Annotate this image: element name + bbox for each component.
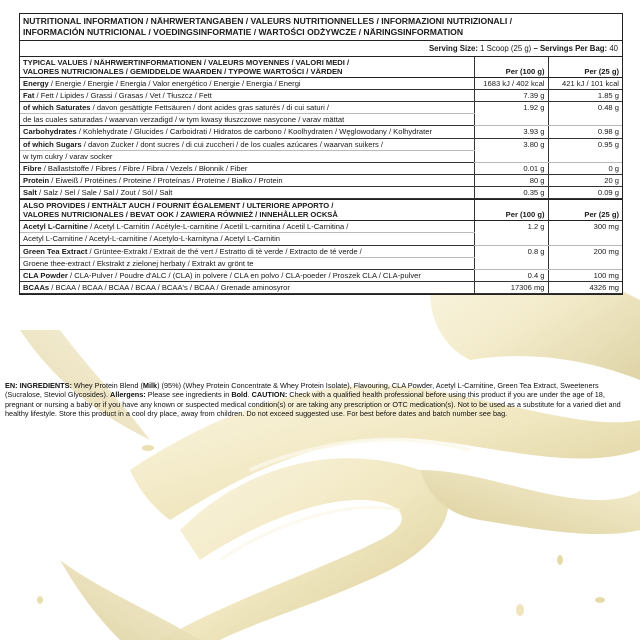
header-line-2: INFORMACIÓN NUTRICIONAL / VOEDINGSINFORMATIE / WARTOŚCI ODŻYWCZE / NÄRINGSINFORMATION bbox=[23, 26, 464, 37]
value-per-100g: 0.01 g bbox=[474, 162, 548, 174]
allergens-label: Allergens: bbox=[110, 390, 146, 400]
servings-per-bag-value: 40 bbox=[609, 44, 618, 54]
nutrient-row bbox=[20, 90, 622, 102]
nutrient-translations: / Energie / Energie / Energia / Valor energético / Energie / Energia / Energi bbox=[48, 79, 301, 89]
nutrient-translations: / Acetyl L-Carnitin / Acétyle-L-carnitine / Acetil L-carnitina / Acetil L-Carnitina / bbox=[87, 222, 349, 232]
nutrient-name: Carbohydrates bbox=[23, 127, 77, 137]
nutrient-row bbox=[20, 221, 622, 233]
nutrient-name: Salt bbox=[23, 188, 37, 198]
value-per-100g: 0.35 g bbox=[474, 187, 548, 199]
nutrient-name: CLA Powder bbox=[23, 270, 68, 280]
nutrient-row bbox=[20, 162, 622, 174]
value-per-25g: 300 mg bbox=[548, 221, 622, 245]
nutrient-row bbox=[20, 102, 622, 114]
nutrient-row bbox=[20, 78, 622, 90]
caution-label: CAUTION: bbox=[251, 390, 288, 400]
value-per-25g: 421 kJ / 101 kcal bbox=[548, 78, 622, 90]
nutrient-name: Fibre bbox=[23, 163, 42, 173]
nutrient-row bbox=[20, 174, 622, 186]
nutrient-name: Green Tea Extract bbox=[23, 246, 88, 256]
typical-title-1: TYPICAL VALUES / NÄHRWERTINFORMATIONEN / VALEURS MOYENNES / VALORI MEDI / bbox=[23, 57, 350, 67]
typical-title-2: VALORES NUTRICIONALES / GEMIDDELDE WAARDEN / TYPOWE WARTOŚCI / VÄRDEN bbox=[23, 66, 343, 76]
value-per-100g: 1683 kJ / 402 kcal bbox=[474, 78, 548, 90]
value-per-25g: 0.48 g bbox=[548, 102, 622, 126]
col-per-25g: Per (25 g) bbox=[548, 57, 622, 78]
col-per-100g: Per (100 g) bbox=[474, 57, 548, 78]
value-per-25g: 0.98 g bbox=[548, 126, 622, 138]
value-per-25g: 200 mg bbox=[548, 245, 622, 269]
nutrient-translations: / Ballaststoffe / Fibres / Fibre / Fibra / Vezels / Błonnik / Fiber bbox=[41, 163, 248, 173]
nutrient-translations-2: w tym cukry / varav socker bbox=[20, 150, 474, 162]
also-title-1: ALSO PROVIDES / ENTHÄLT AUCH / FOURNIT ÉGALEMENT / ULTERIORE APPORTO / bbox=[23, 201, 334, 211]
value-per-25g: 0.95 g bbox=[548, 138, 622, 162]
value-per-100g: 80 g bbox=[474, 174, 548, 186]
nutrient-translations: / CLA-Pulver / Poudre d'ALC / (CLA) in polvere / CLA en polvo / CLA-poeder / Proszek CLA / CLA-pulver bbox=[67, 270, 421, 280]
header-line-1: NUTRITIONAL INFORMATION / NÄHRWERTANGABEN / VALEURS NUTRITIONNELLES / INFORMAZIONI NUTRIZIONALI / bbox=[23, 16, 513, 26]
ingredients-milk: Milk bbox=[142, 381, 158, 390]
also-title-2: VALORES NUTRICIONALES / BEVAT OOK / ZAWIERA RÓWNIEŻ / INNEHÅLLER OCKSÅ bbox=[23, 210, 338, 220]
nutrient-translations: / davon Zucker / dont sucres / di cui zuccheri / de los cuales azúcares / waarvan suikers / bbox=[81, 139, 384, 149]
allergens-period: . bbox=[247, 390, 252, 400]
nutrient-translations: / Kohlehydrate / Glucides / Carboidrati / Hidratos de carbono / Koolhydraten / Węglowodany / Kolhydrater bbox=[76, 127, 433, 137]
nutrition-panel bbox=[19, 13, 623, 295]
nutrient-name: Acetyl L-Carnitine bbox=[23, 222, 88, 232]
also-col-per-100g: Per (100 g) bbox=[474, 200, 548, 221]
value-per-25g: 0 g bbox=[548, 162, 622, 174]
nutrient-translations-2: Groene thee-extract / Ekstrakt z zielonej herbaty / Extrakt av grönt te bbox=[20, 257, 474, 269]
also-header-row bbox=[20, 200, 622, 221]
nutrient-translations: / davon gesättigte Fettsäuren / dont acides gras saturés / di cui saturi / bbox=[90, 103, 330, 113]
value-per-25g: 100 mg bbox=[548, 269, 622, 281]
value-per-100g: 0.8 g bbox=[474, 245, 548, 269]
also-provides-table bbox=[20, 199, 622, 294]
nutrient-translations: / Salz / Sel / Sale / Sal / Zout / Sól / Salt bbox=[36, 188, 173, 198]
value-per-100g: 3.93 g bbox=[474, 126, 548, 138]
value-per-100g: 1.2 g bbox=[474, 221, 548, 245]
value-per-25g: 1.85 g bbox=[548, 90, 622, 102]
caution-text: Check with a qualified health professional before using this product if you are under the age of 18, pregnant or nursing a baby or if you have any known or suspected medical condition(s) or are taking any prescription or OTC medication(s). Not to be used as a substitute for a varied diet and healthy lifestyle. Store this product in a cool dry place, away from children. Do not exceed suggested use. For best before dates and batch number see bag. bbox=[5, 390, 621, 418]
nutrient-row bbox=[20, 126, 622, 138]
ingredients-text-2: ) (95%) (Whey Protein Concentrate & Whey Protein Isolate), Flavouring, CLA Powder, Acetyl L-Carnitine, Green Tea Extract, Sweeteners (Sucralose, Steviol Glycosides). bbox=[5, 381, 599, 400]
value-per-25g: 4326 mg bbox=[548, 281, 622, 293]
nutrient-name: of which Saturates bbox=[23, 103, 91, 113]
nutrient-translations: / Eiweiß / Protéines / Proteine / Proteínas / Proteïne / Białko / Protein bbox=[49, 175, 283, 185]
nutrient-row bbox=[20, 187, 622, 199]
serving-size-value: 1 Scoop (25 g) bbox=[480, 44, 532, 54]
nutrient-row bbox=[20, 281, 622, 293]
value-per-100g: 7.39 g bbox=[474, 90, 548, 102]
servings-per-bag-label: Servings Per Bag: bbox=[539, 44, 608, 54]
ingredients-text bbox=[5, 381, 635, 418]
serving-size-label: Serving Size: bbox=[428, 44, 478, 54]
nutrient-name: Fat bbox=[23, 91, 35, 101]
serving-info bbox=[20, 41, 622, 56]
nutrient-row bbox=[20, 269, 622, 281]
typical-header-row bbox=[20, 57, 622, 78]
nutrient-translations-2: Acetyl L-Carnitine / Acetyl-L-carnitine / Acetylo-L-karnityna / Acetyl L-Carnitin bbox=[20, 233, 474, 245]
nutrient-row bbox=[20, 245, 622, 257]
nutrient-name: Energy bbox=[23, 79, 49, 89]
value-per-25g: 0.09 g bbox=[548, 187, 622, 199]
nutrient-name: Protein bbox=[23, 175, 50, 185]
nutrient-translations: / Grüntee-Extrakt / Extrait de thé vert / Estratto di tè verde / Extracto de té verde / bbox=[87, 246, 362, 256]
value-per-25g: 20 g bbox=[548, 174, 622, 186]
nutrition-header bbox=[20, 14, 622, 41]
value-per-100g: 17306 mg bbox=[474, 281, 548, 293]
nutrient-name: BCAAs bbox=[23, 282, 50, 292]
ingredients-heading: INGREDIENTS: bbox=[19, 381, 72, 390]
typical-values-table bbox=[20, 57, 622, 199]
ingredients-lang: EN: bbox=[5, 381, 18, 390]
nutrient-translations: / BCAA / BCAA / BCAA / BCAA / BCAA's / BCAA / Grenade aminosyror bbox=[49, 282, 290, 292]
also-col-per-25g: Per (25 g) bbox=[548, 200, 622, 221]
nutrient-translations-2: de las cuales saturadas / waarvan verzadigd / w tym kwasy tłuszczowe nasycone / varav mättat bbox=[20, 114, 474, 126]
value-per-100g: 1.92 g bbox=[474, 102, 548, 126]
allergens-text: Please see ingredients in bbox=[145, 390, 232, 400]
nutrient-name: of which Sugars bbox=[23, 139, 82, 149]
nutrient-translations: / Fett / Lipides / Grassi / Grasas / Vet / Tłuszcz / Fett bbox=[34, 91, 212, 101]
allergens-bold-word: Bold bbox=[231, 390, 248, 400]
serving-dash: – bbox=[533, 44, 538, 54]
value-per-100g: 0.4 g bbox=[474, 269, 548, 281]
nutrient-row bbox=[20, 138, 622, 150]
value-per-100g: 3.80 g bbox=[474, 138, 548, 162]
ingredients-text-1: Whey Protein Blend ( bbox=[71, 381, 143, 390]
